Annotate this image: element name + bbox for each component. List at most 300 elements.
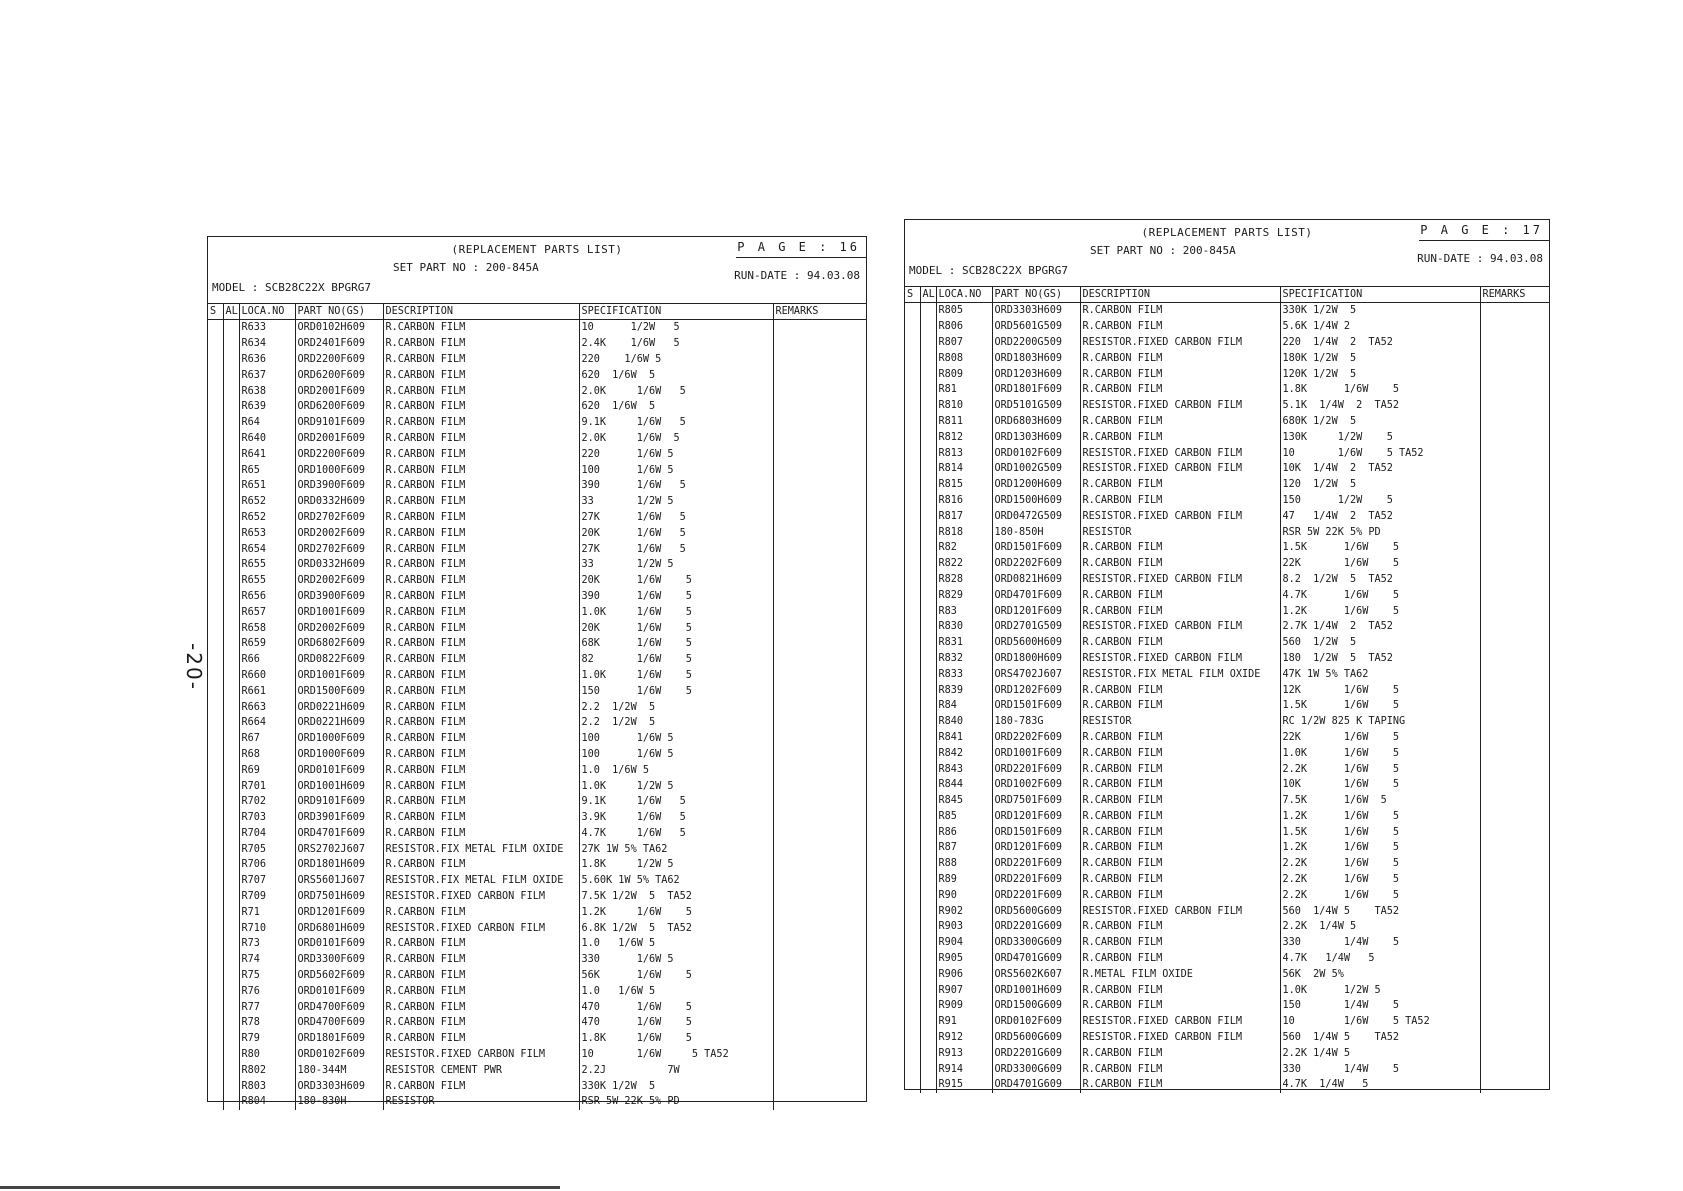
loca-no-cell: R810: [936, 398, 992, 414]
part-no-cell: ORD2201F609: [992, 761, 1080, 777]
remarks-cell: [773, 557, 866, 573]
remarks-cell: [1480, 856, 1549, 872]
part-no-cell: ORD4701F609: [295, 826, 383, 842]
al-cell: [223, 794, 239, 810]
specification-cell: 390 1/6W 5: [579, 478, 773, 494]
part-no-cell: ORD0332H609: [295, 494, 383, 510]
s-cell: [905, 903, 920, 919]
al-cell: [223, 731, 239, 747]
part-no-cell: ORD0821H609: [992, 572, 1080, 588]
s-cell: [208, 810, 223, 826]
loca-no-cell: R86: [936, 824, 992, 840]
remarks-cell: [773, 936, 866, 952]
specification-cell: 4.7K 1/4W 5: [1280, 1077, 1480, 1093]
table-row: [208, 604, 866, 620]
description-cell: R.CARBON FILM: [383, 462, 579, 478]
al-cell: [223, 873, 239, 889]
column-header: AL: [223, 303, 239, 320]
table-row: [208, 636, 866, 652]
part-no-cell: ORD5601G509: [992, 319, 1080, 335]
remarks-cell: [1480, 445, 1549, 461]
al-cell: [223, 383, 239, 399]
remarks-cell: [1480, 745, 1549, 761]
remarks-cell: [773, 889, 866, 905]
loca-no-cell: R634: [239, 336, 295, 352]
specification-cell: 180 1/2W 5 TA52: [1280, 651, 1480, 667]
part-no-cell: ORD4700F609: [295, 999, 383, 1015]
s-cell: [905, 919, 920, 935]
al-cell: [223, 320, 239, 336]
table-row: [905, 414, 1549, 430]
loca-no-cell: R805: [936, 303, 992, 319]
specification-cell: 2.2K 1/4W 5: [1280, 919, 1480, 935]
remarks-cell: [773, 494, 866, 510]
remarks-cell: [773, 857, 866, 873]
specification-cell: 56K 2W 5%: [1280, 966, 1480, 982]
s-cell: [208, 510, 223, 526]
s-cell: [905, 429, 920, 445]
specification-cell: 2.2K 1/6W 5: [1280, 856, 1480, 872]
specification-cell: 8.2 1/2W 5 TA52: [1280, 572, 1480, 588]
description-cell: R.CARBON FILM: [1080, 429, 1280, 445]
remarks-cell: [773, 699, 866, 715]
part-no-cell: ORD4701F609: [992, 587, 1080, 603]
part-no-cell: ORD4700F609: [295, 1015, 383, 1031]
remarks-cell: [1480, 887, 1549, 903]
description-cell: R.CARBON FILM: [383, 589, 579, 605]
remarks-cell: [773, 1047, 866, 1063]
description-cell: R.CARBON FILM: [383, 652, 579, 668]
description-cell: R.CARBON FILM: [383, 936, 579, 952]
remarks-cell: [773, 747, 866, 763]
table-row: [905, 477, 1549, 493]
description-cell: R.CARBON FILM: [383, 494, 579, 510]
loca-no-cell: R91: [936, 1014, 992, 1030]
al-cell: [920, 493, 936, 509]
s-cell: [208, 399, 223, 415]
s-cell: [905, 1014, 920, 1030]
part-no-cell: ORD0101F609: [295, 983, 383, 999]
description-cell: R.CARBON FILM: [383, 510, 579, 526]
remarks-cell: [1480, 1061, 1549, 1077]
description-cell: R.CARBON FILM: [383, 983, 579, 999]
specification-cell: 2.2K 1/6W 5: [1280, 761, 1480, 777]
loca-no-cell: R69: [239, 762, 295, 778]
description-cell: R.CARBON FILM: [383, 715, 579, 731]
loca-no-cell: R829: [936, 587, 992, 603]
table-body: [208, 320, 866, 1110]
specification-cell: 10K 1/6W 5: [1280, 777, 1480, 793]
part-no-cell: ORD5600G609: [992, 903, 1080, 919]
table-row: [208, 557, 866, 573]
description-cell: R.CARBON FILM: [383, 352, 579, 368]
description-cell: RESISTOR.FIXED CARBON FILM: [383, 920, 579, 936]
al-cell: [223, 636, 239, 652]
loca-no-cell: R641: [239, 446, 295, 462]
loca-no-cell: R831: [936, 635, 992, 651]
remarks-cell: [773, 668, 866, 684]
loca-no-cell: R640: [239, 431, 295, 447]
al-cell: [920, 524, 936, 540]
s-cell: [905, 951, 920, 967]
table-row: [905, 335, 1549, 351]
part-no-cell: ORD1800H609: [992, 651, 1080, 667]
loca-no-cell: R658: [239, 620, 295, 636]
s-cell: [905, 587, 920, 603]
specification-cell: 100 1/6W 5: [579, 747, 773, 763]
table-row: [208, 668, 866, 684]
table-row: [208, 525, 866, 541]
description-cell: R.CARBON FILM: [1080, 540, 1280, 556]
column-header: SPECIFICATION: [1280, 286, 1480, 303]
scan-bottom-rule: [0, 1186, 560, 1189]
al-cell: [920, 414, 936, 430]
table-row: [208, 573, 866, 589]
loca-no-cell: R652: [239, 510, 295, 526]
loca-no-cell: R75: [239, 968, 295, 984]
column-header: SPECIFICATION: [579, 303, 773, 320]
column-header: DESCRIPTION: [383, 303, 579, 320]
description-cell: R.CARBON FILM: [383, 857, 579, 873]
specification-cell: 330 1/6W 5: [579, 952, 773, 968]
loca-no-cell: R704: [239, 826, 295, 842]
part-no-cell: ORD1201F609: [992, 809, 1080, 825]
part-no-cell: ORD2401F609: [295, 336, 383, 352]
al-cell: [920, 698, 936, 714]
table-row: [208, 873, 866, 889]
al-cell: [920, 809, 936, 825]
table-row: [208, 415, 866, 431]
part-no-cell: ORD3300G609: [992, 935, 1080, 951]
part-no-cell: ORD2201G609: [992, 1045, 1080, 1061]
table-row: [208, 826, 866, 842]
table-row: [208, 778, 866, 794]
s-cell: [208, 620, 223, 636]
remarks-cell: [773, 762, 866, 778]
table-row: [905, 556, 1549, 572]
al-cell: [223, 1015, 239, 1031]
part-no-cell: ORD2002F609: [295, 620, 383, 636]
s-cell: [208, 462, 223, 478]
s-cell: [905, 793, 920, 809]
table-row: [208, 841, 866, 857]
description-cell: RESISTOR.FIXED CARBON FILM: [1080, 651, 1280, 667]
al-cell: [920, 919, 936, 935]
table-row: [905, 903, 1549, 919]
table-row: [208, 1078, 866, 1094]
part-no-cell: ORD2701G509: [992, 619, 1080, 635]
description-cell: RESISTOR: [1080, 524, 1280, 540]
loca-no-cell: R89: [936, 872, 992, 888]
s-cell: [208, 1047, 223, 1063]
page-label: P A G E : 17: [1420, 223, 1543, 237]
specification-cell: 9.1K 1/6W 5: [579, 794, 773, 810]
loca-no-cell: R64: [239, 415, 295, 431]
description-cell: R.CARBON FILM: [1080, 761, 1280, 777]
description-cell: R.CARBON FILM: [383, 525, 579, 541]
table-row: [905, 982, 1549, 998]
s-cell: [208, 715, 223, 731]
specification-cell: 390 1/6W 5: [579, 589, 773, 605]
part-no-cell: ORD1501F609: [992, 698, 1080, 714]
table-body: [905, 303, 1549, 1093]
table-row: [905, 635, 1549, 651]
remarks-cell: [1480, 840, 1549, 856]
al-cell: [920, 714, 936, 730]
description-cell: R.CARBON FILM: [1080, 872, 1280, 888]
remarks-cell: [1480, 682, 1549, 698]
s-cell: [208, 1031, 223, 1047]
s-cell: [905, 982, 920, 998]
table-row: [905, 366, 1549, 382]
al-cell: [223, 557, 239, 573]
loca-no-cell: R74: [239, 952, 295, 968]
loca-no-cell: R702: [239, 794, 295, 810]
loca-no-cell: R653: [239, 525, 295, 541]
part-no-cell: ORD2702F609: [295, 541, 383, 557]
table-header-row: [905, 286, 1549, 303]
loca-no-cell: R913: [936, 1045, 992, 1061]
specification-cell: 2.2J 7W: [579, 1062, 773, 1078]
table-row: [905, 429, 1549, 445]
part-no-cell: ORD5101G509: [992, 398, 1080, 414]
loca-no-cell: R832: [936, 651, 992, 667]
table-row: [208, 762, 866, 778]
loca-no-cell: R661: [239, 683, 295, 699]
s-cell: [208, 446, 223, 462]
table-row: [208, 794, 866, 810]
remarks-cell: [773, 683, 866, 699]
al-cell: [920, 872, 936, 888]
al-cell: [223, 462, 239, 478]
part-no-cell: ORD0332H609: [295, 557, 383, 573]
loca-no-cell: R902: [936, 903, 992, 919]
al-cell: [920, 982, 936, 998]
description-cell: R.CARBON FILM: [1080, 745, 1280, 761]
remarks-cell: [1480, 1045, 1549, 1061]
s-cell: [905, 872, 920, 888]
loca-no-cell: R705: [239, 841, 295, 857]
s-cell: [905, 777, 920, 793]
part-no-cell: ORD1001F609: [295, 668, 383, 684]
al-cell: [920, 887, 936, 903]
loca-no-cell: R73: [239, 936, 295, 952]
description-cell: R.CARBON FILM: [383, 620, 579, 636]
set-part-number: SET PART NO : 200-845A: [1090, 244, 1236, 257]
al-cell: [223, 604, 239, 620]
part-no-cell: ORD2201F609: [992, 887, 1080, 903]
specification-cell: 100 1/6W 5: [579, 462, 773, 478]
part-no-cell: ORD2201G609: [992, 919, 1080, 935]
table-row: [208, 952, 866, 968]
description-cell: RESISTOR: [1080, 714, 1280, 730]
s-cell: [208, 841, 223, 857]
loca-no-cell: R833: [936, 666, 992, 682]
specification-cell: 47K 1W 5% TA62: [1280, 666, 1480, 682]
description-cell: RESISTOR.FIXED CARBON FILM: [383, 1047, 579, 1063]
al-cell: [223, 573, 239, 589]
remarks-cell: [1480, 1077, 1549, 1093]
s-cell: [208, 1062, 223, 1078]
specification-cell: 2.2K 1/4W 5: [1280, 1045, 1480, 1061]
specification-cell: 27K 1W 5% TA62: [579, 841, 773, 857]
loca-no-cell: R78: [239, 1015, 295, 1031]
remarks-cell: [773, 510, 866, 526]
part-no-cell: ORD1501F609: [992, 824, 1080, 840]
table-row: [905, 572, 1549, 588]
s-cell: [905, 540, 920, 556]
remarks-cell: [773, 983, 866, 999]
remarks-cell: [1480, 730, 1549, 746]
loca-no-cell: R817: [936, 508, 992, 524]
description-cell: R.CARBON FILM: [383, 747, 579, 763]
specification-cell: 5.60K 1W 5% TA62: [579, 873, 773, 889]
specification-cell: 620 1/6W 5: [579, 399, 773, 415]
al-cell: [223, 810, 239, 826]
s-cell: [905, 477, 920, 493]
description-cell: R.CARBON FILM: [383, 952, 579, 968]
remarks-cell: [773, 462, 866, 478]
specification-cell: 5.6K 1/4W 2: [1280, 319, 1480, 335]
remarks-cell: [1480, 1014, 1549, 1030]
specification-cell: 1.8K 1/6W 5: [1280, 382, 1480, 398]
part-no-cell: ORD1501F609: [992, 540, 1080, 556]
part-no-cell: ORD6200F609: [295, 367, 383, 383]
al-cell: [920, 603, 936, 619]
s-cell: [208, 541, 223, 557]
loca-no-cell: R706: [239, 857, 295, 873]
specification-cell: 20K 1/6W 5: [579, 573, 773, 589]
specification-cell: 2.2 1/2W 5: [579, 715, 773, 731]
description-cell: RESISTOR.FIXED CARBON FILM: [1080, 508, 1280, 524]
remarks-cell: [1480, 635, 1549, 651]
remarks-cell: [1480, 714, 1549, 730]
al-cell: [223, 446, 239, 462]
page-label-underline: [1419, 240, 1549, 241]
loca-no-cell: R816: [936, 493, 992, 509]
s-cell: [905, 572, 920, 588]
part-no-cell: ORD7501F609: [992, 793, 1080, 809]
description-cell: R.CARBON FILM: [1080, 587, 1280, 603]
table-row: [208, 367, 866, 383]
remarks-cell: [1480, 303, 1549, 319]
description-cell: R.CARBON FILM: [1080, 887, 1280, 903]
remarks-cell: [1480, 951, 1549, 967]
s-cell: [905, 603, 920, 619]
s-cell: [208, 936, 223, 952]
table-row: [208, 652, 866, 668]
al-cell: [920, 903, 936, 919]
description-cell: R.CARBON FILM: [1080, 777, 1280, 793]
part-no-cell: ORD1801H609: [295, 857, 383, 873]
al-cell: [920, 429, 936, 445]
description-cell: R.CARBON FILM: [383, 541, 579, 557]
specification-cell: 150 1/2W 5: [1280, 493, 1480, 509]
specification-cell: 1.0 1/6W 5: [579, 762, 773, 778]
s-cell: [905, 714, 920, 730]
specification-cell: 9.1K 1/6W 5: [579, 415, 773, 431]
description-cell: R.CARBON FILM: [383, 446, 579, 462]
table-row: [208, 510, 866, 526]
table-row: [905, 461, 1549, 477]
s-cell: [208, 494, 223, 510]
description-cell: R.CARBON FILM: [383, 683, 579, 699]
table-row: [208, 968, 866, 984]
s-cell: [208, 589, 223, 605]
al-cell: [223, 778, 239, 794]
s-cell: [905, 1030, 920, 1046]
s-cell: [905, 935, 920, 951]
specification-cell: 2.4K 1/6W 5: [579, 336, 773, 352]
parts-list-sheet-page-17: [904, 219, 1550, 1090]
al-cell: [920, 1045, 936, 1061]
part-no-cell: ORD2200G509: [992, 335, 1080, 351]
al-cell: [223, 904, 239, 920]
al-cell: [920, 761, 936, 777]
table-row: [905, 730, 1549, 746]
specification-cell: 100 1/6W 5: [579, 731, 773, 747]
specification-cell: 2.2K 1/6W 5: [1280, 872, 1480, 888]
specification-cell: 1.0K 1/2W 5: [1280, 982, 1480, 998]
s-cell: [905, 682, 920, 698]
column-header: REMARKS: [1480, 286, 1549, 303]
remarks-cell: [773, 778, 866, 794]
remarks-cell: [1480, 1030, 1549, 1046]
part-no-cell: ORD1000F609: [295, 462, 383, 478]
table-row: [905, 887, 1549, 903]
s-cell: [905, 319, 920, 335]
remarks-cell: [1480, 935, 1549, 951]
s-cell: [905, 824, 920, 840]
remarks-cell: [773, 320, 866, 336]
remarks-cell: [1480, 414, 1549, 430]
remarks-cell: [1480, 477, 1549, 493]
description-cell: RESISTOR.FIXED CARBON FILM: [1080, 398, 1280, 414]
remarks-cell: [1480, 461, 1549, 477]
al-cell: [920, 382, 936, 398]
al-cell: [223, 1047, 239, 1063]
description-cell: R.CARBON FILM: [383, 731, 579, 747]
loca-no-cell: R842: [936, 745, 992, 761]
column-header: PART NO(GS): [992, 286, 1080, 303]
remarks-cell: [1480, 587, 1549, 603]
part-no-cell: ORD3900F609: [295, 589, 383, 605]
s-cell: [208, 652, 223, 668]
al-cell: [920, 966, 936, 982]
table-row: [208, 1047, 866, 1063]
al-cell: [920, 935, 936, 951]
al-cell: [920, 1077, 936, 1093]
specification-cell: 12K 1/6W 5: [1280, 682, 1480, 698]
table-row: [905, 793, 1549, 809]
description-cell: RESISTOR.FIXED CARBON FILM: [1080, 445, 1280, 461]
s-cell: [208, 826, 223, 842]
loca-no-cell: R76: [239, 983, 295, 999]
specification-cell: 56K 1/6W 5: [579, 968, 773, 984]
sheet-title: (REPLACEMENT PARTS LIST): [1141, 226, 1313, 239]
table-row: [905, 1061, 1549, 1077]
part-no-cell: ORD3300F609: [295, 952, 383, 968]
table-row: [208, 478, 866, 494]
s-cell: [208, 747, 223, 763]
description-cell: RESISTOR.FIXED CARBON FILM: [1080, 619, 1280, 635]
part-no-cell: 180-830H: [295, 1094, 383, 1110]
sheet-title: (REPLACEMENT PARTS LIST): [451, 243, 623, 256]
al-cell: [920, 651, 936, 667]
remarks-cell: [773, 652, 866, 668]
part-no-cell: ORD2202F609: [992, 730, 1080, 746]
s-cell: [905, 840, 920, 856]
